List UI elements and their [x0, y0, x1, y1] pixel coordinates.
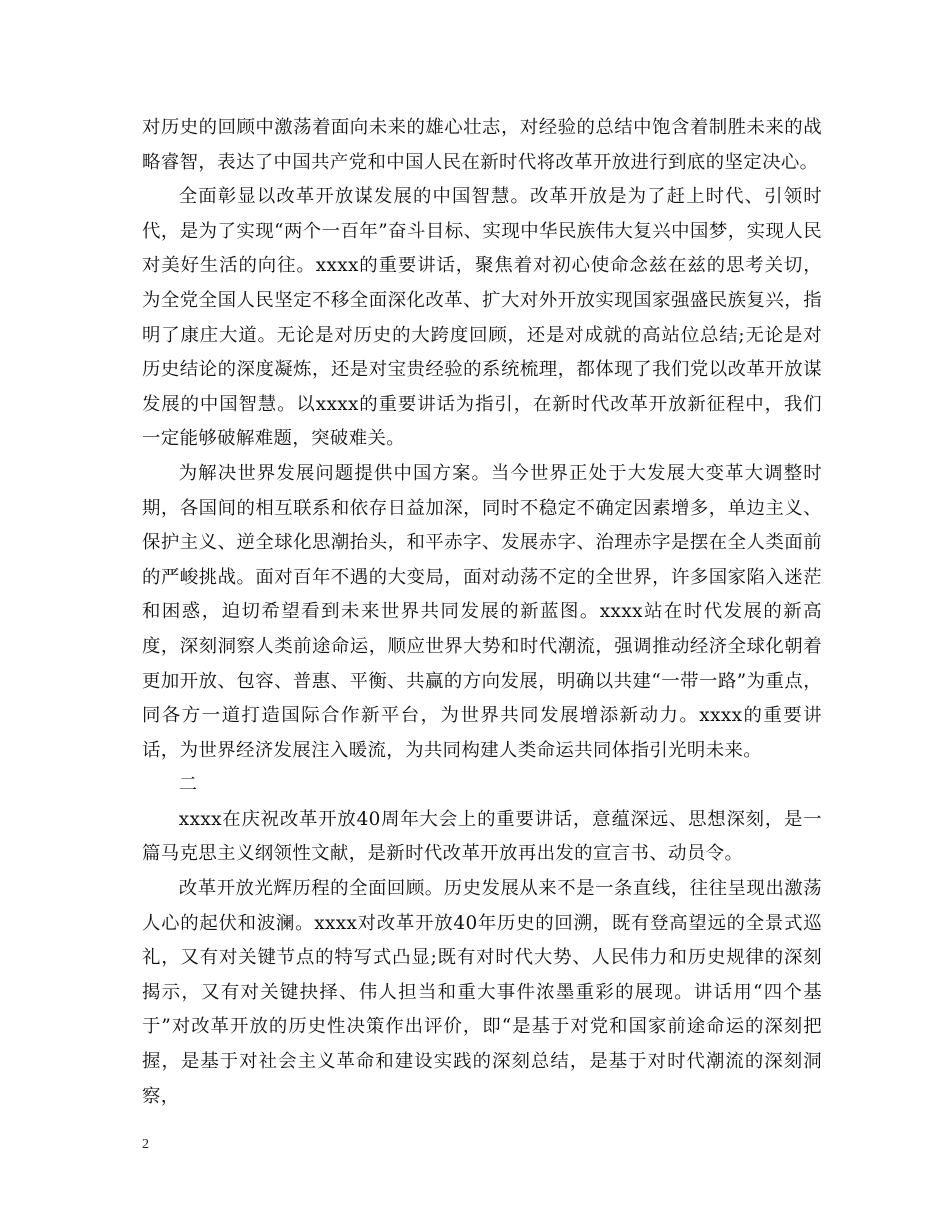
paragraph: 改革开放光辉历程的全面回顾。历史发展从来不是一条直线，往往呈现出激荡人心的起伏和波澜。xxxx对改革开放40年历史的回溯，既有登高望远的全景式巡礼，又有对关键节点的特写式凸显;既有对时代大势、人民伟力和历史规律的深刻揭示，又有对关键抉择、伟人担当和重大事件浓墨重彩的展现。讲话用“四个基于”对改革开放的历史性决策作出评价，即“是基于对党和国家前途命运的深刻把握，是基于对社会主义革命和建设实践的深刻总结，是基于对时代潮流的深刻洞察， — [142, 878, 822, 1107]
paragraph: 对历史的回顾中激荡着面向未来的雄心壮志，对经验的总结中饱含着制胜未来的战略睿智，表达了中国共产党和中国人民在新时代将改革开放进行到底的坚定决心。 — [142, 117, 822, 173]
paragraph: xxxx在庆祝改革开放40周年大会上的重要讲话，意蕴深远、思想深刻，是一篇马克思主义纲领性文献，是新时代改革开放再出发的宣言书、动员令。 — [142, 808, 822, 865]
paragraph: 为解决世界发展问题提供中国方案。当今世界正处于大发展大变革大调整时期，各国间的相互联系和依存日益加深，同时不稳定不确定因素增多，单边主义、保护主义、逆全球化思潮抬头，和平赤字、发展赤字、治理赤字是摆在全人类面前的严峻挑战。面对百年不遇的大变局，面对动荡不定的全世界，许多国家陷入迷茫和困惑，迫切希望看到未来世界共同发展的新蓝图。xxxx站在时代发展的新高度，深刻洞察人类前途命运，顺应世界大势和时代潮流，强调推动经济全球化朝着更加开放、包容、普惠、平衡、共赢的方向发展，明确以共建“一带一路”为重点，同各方一道打造国际合作新平台，为世界共同发展增添新动力。xxxx的重要讲话，为世界经济发展注入暖流，为共同构建人类命运共同体指引光明未来。 — [142, 462, 822, 761]
page-number: 2 — [142, 1137, 149, 1152]
section-heading: 二 — [178, 774, 198, 796]
document-body — [142, 111, 822, 1114]
paragraph: 全面彰显以改革开放谋发展的中国智慧。改革开放是为了赶上时代、引领时代，是为了实现“两个一百年”奋斗目标、实现中华民族伟大复兴中国梦，实现人民对美好生活的向往。xxxx的重要讲话，聚焦着对初心使命念兹在兹的思考关切，为全党全国人民坚定不移全面深化改革、扩大对外开放实现国家强盛民族复兴，指明了康庄大道。无论是对历史的大跨度回顾，还是对成就的高站位总结;无论是对历史结论的深度凝炼，还是对宝贵经验的系统梳理，都体现了我们党以改革开放谋发展的中国智慧。以xxxx的重要讲话为指引，在新时代改革开放新征程中，我们一定能够破解难题，突破难关。 — [142, 186, 822, 450]
